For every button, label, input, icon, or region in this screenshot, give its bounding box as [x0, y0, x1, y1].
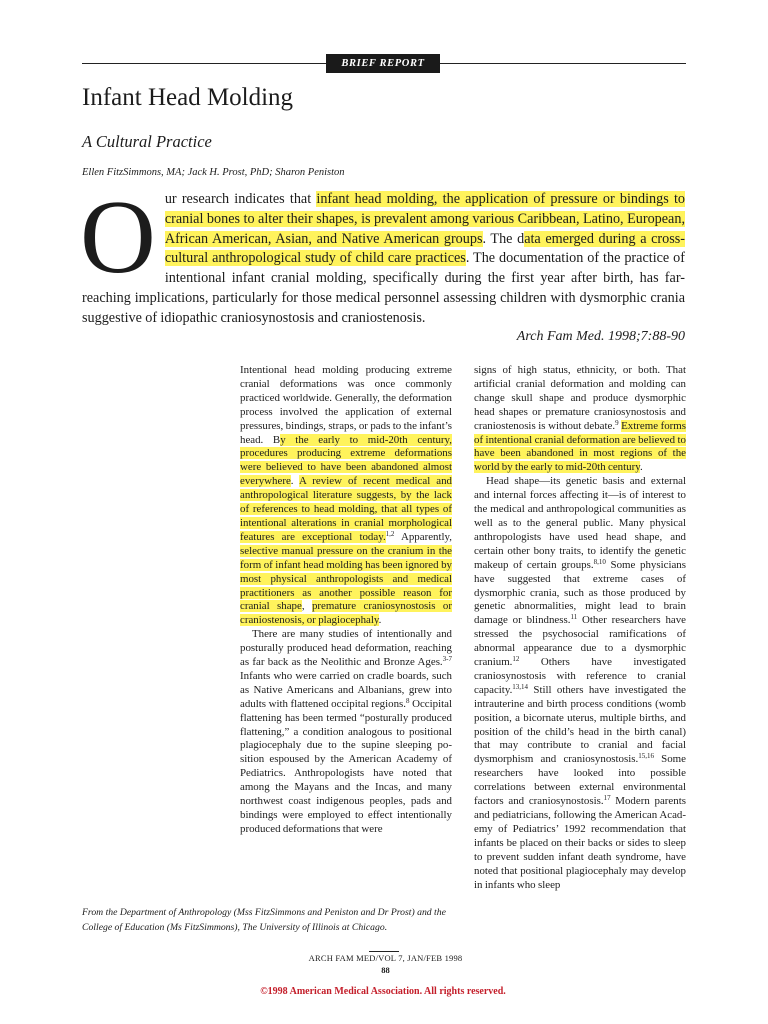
- reference-number: 8: [406, 696, 410, 705]
- text-run: Some physicians have suggested that extreme cases of dysmorphic crania, such as those produced by genetic abnormalities, might lead to brain damage or blindness.: [474, 558, 686, 627]
- highlighted-text: selective manual pressure on the cranium in the form of infant head molding has been ignored by most physical anthropologists and medical practitioners as another possible reason for cranial shape: [240, 544, 452, 613]
- highlighted-text: ata emerged during a cross-cultural anthropological study of child care practices: [164, 230, 685, 267]
- abstract: [82, 190, 685, 329]
- reference-number: 8,10: [593, 557, 606, 566]
- text-run: Occipital flattening has been termed “posturally produced flattening,” a condition analogous to positional plagiocephaly due to the supine sleeping position espoused by the American Academy of Pediatrics. Anthropologists have noted that among the Mayans and the Incas, and many northwest coast indigenous peoples, pads and bindings were employed to effect intentionally produced deformations that were: [240, 697, 452, 835]
- author-affiliation: From the Department of Anthropology (Mss FitzSimmons and Peniston and Dr Prost) and the College of Education (Ms FitzSimmons), The University of Illinois at Chicago.: [82, 907, 446, 933]
- drop-cap-letter: [80, 196, 156, 272]
- text-run: There are many studies of intentionally and posturally produced head deformation, reaching as far back as the Neolithic and Bronze Ages.: [240, 628, 452, 669]
- body-column-right: [474, 364, 686, 892]
- text-run: . The documentation of the practice of intentional infant cranial molding, specifically during the first year after birth, has far-reaching implications, particularly for those medical personnel assessing children with dysmorphic crania suggestive of idiopathic craniosynostosis and craniostenosis.: [82, 250, 685, 326]
- reference-number: 11: [570, 613, 578, 622]
- article-title: Infant Head Molding: [82, 84, 294, 111]
- text-run: ,: [301, 600, 312, 613]
- abstract-text: [82, 191, 685, 326]
- highlighted-text: y the early to mid-20th century, procedures producing extreme deformations were believed to have been abandoned almost everywhere: [240, 433, 453, 488]
- copyright-notice: ©1998 American Medical Association. All rights reserved.: [260, 986, 506, 997]
- reference-number: 12: [512, 655, 520, 664]
- highlighted-text: premature craniosynostosis or craniostenosis, or plagiocephaly: [240, 600, 452, 627]
- journal-citation: Arch Fam Med. 1998;7:88-90: [516, 329, 685, 344]
- page-number: 88: [381, 965, 390, 975]
- author-list: Ellen FitzSimmons, MA; Jack H. Prost, PhD; Sharon Peniston: [82, 167, 345, 178]
- text-run: Others have investigated craniosynostosis with reference to cranial capacity.: [474, 656, 686, 696]
- body-paragraph: [474, 475, 686, 892]
- footer-rule: [369, 951, 399, 952]
- text-run: .: [378, 614, 382, 627]
- reference-number: 1,2: [385, 529, 395, 538]
- journal-footer: ARCH FAM MED/VOL 7, JAN/FEB 1998: [308, 953, 463, 963]
- body-column-left: [240, 364, 452, 837]
- reference-number: 3-7: [442, 655, 452, 664]
- highlighted-text: A review of recent medical and anthropological literature suggests, by the lack of references to head molding, that all types of intentional alterations in cranial morphological features are exceptional today.: [240, 475, 453, 543]
- text-run: Head shape—its genetic basis and external and internal forces affecting it—is of interest to the medical and anthropological communities as well as to the general public. Many physical anthropologists have used head shape, and certain other bony traits, to identify the genetic makeup of certain groups.: [474, 475, 686, 571]
- text-run: .: [290, 475, 299, 488]
- text-run: ur research indicates that: [164, 191, 317, 207]
- body-paragraph: [240, 628, 452, 837]
- text-run: Still others have investigated the intrauterine and birth process conditions (womb position, a bicornate uterus, multiple births, and position of the child’s head in the birth canal) that may contribute to cranial and facial dysmorphism and craniosynostosis.: [474, 683, 686, 766]
- reference-number: 13,14: [512, 682, 529, 691]
- highlighted-text: Extreme forms of intentional cranial deformation are believed to have been abandoned in most regions of the world by the early to mid-20th century: [474, 419, 686, 474]
- text-run: Intentional head molding producing extreme cranial deformations was once commonly practiced worldwide. Generally, the deformation process involved the application of external pressures, bindings, straps, or pads to the infant’s head. B: [240, 364, 452, 446]
- reference-number: 9: [615, 418, 619, 427]
- reference-number: 15,16: [638, 752, 654, 761]
- text-run: . The d: [482, 230, 525, 247]
- body-paragraph: [474, 364, 686, 475]
- text-run: Infants who were carried on cradle boards, such as Native Americans and Albanians, grew into adults with flattened occipital regions.: [240, 669, 452, 710]
- highlighted-text: infant head molding, the application of pressure or bindings to cranial bones to alter their shapes, is prevalent among various Caribbean, Latino, European, African American, Asian, and Native American groups: [164, 191, 685, 247]
- text-run: Apparently,: [394, 530, 452, 543]
- text-run: Some researchers have looked into possible correlations between external environmental factors and craniosynostosis.: [474, 753, 686, 808]
- reference-number: 17: [603, 794, 611, 803]
- text-run: Modern parents and pediatricians, following the American Academy of Pediatrics’ 1992 recommendation that infants be placed on their backs or sides to sleep to prevent sudden infant death syndrome, have noted that positional plagiocephaly may develop in infants who sleep: [474, 795, 686, 891]
- text-run: signs of high status, ethnicity, or both. That artificial cranial deformation and molding can change skull shape and produce dysmorphic head shapes or premature craniosynostosis and craniostenosis is without debate.: [474, 364, 686, 432]
- article-subtitle: A Cultural Practice: [82, 132, 212, 151]
- section-badge: BRIEF REPORT: [326, 54, 440, 73]
- body-paragraph: [240, 364, 452, 628]
- text-run: Other researchers have stressed the psychosocial ramifications of abnormal appearance due to a dysmorphic cranium.: [474, 614, 686, 669]
- text-run: .: [639, 461, 643, 474]
